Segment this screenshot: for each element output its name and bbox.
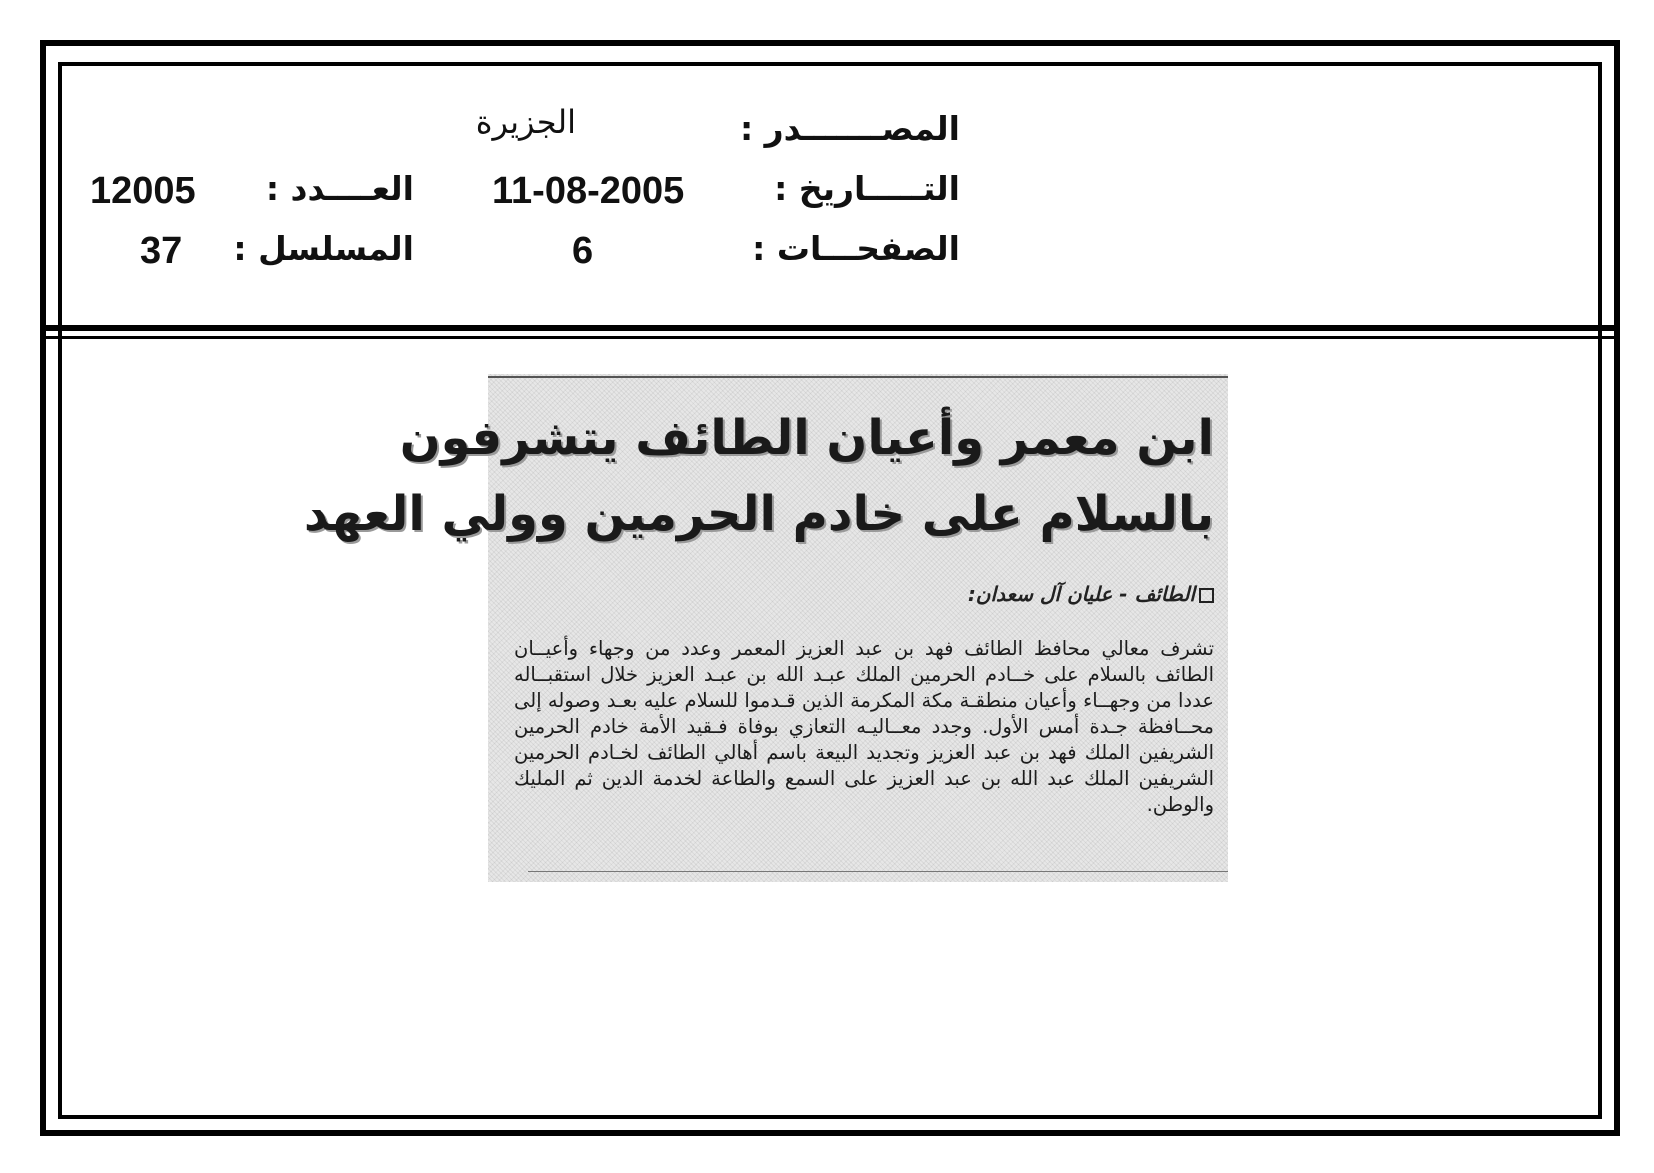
serial-label: المسلسل : (233, 229, 414, 268)
newspaper-clipping (303, 374, 1228, 882)
byline (968, 582, 1214, 606)
pages-label: الصفحـــات : (752, 229, 960, 268)
source-value: الجزيرة (475, 103, 576, 141)
headline-line-1: ابن معمر وأعيان الطائف يتشرفون (399, 410, 1214, 466)
byline-text: الطائف - عليان آل سعدان: (967, 582, 1195, 606)
date-value: 11-08-2005 (492, 170, 685, 212)
pages-value: 6 (572, 230, 594, 272)
clipping-bottom-rule (528, 871, 1228, 872)
square-bullet-icon (1199, 588, 1214, 603)
source-label: المصـــــــدر : (739, 109, 960, 148)
issue-label: العــــدد : (265, 169, 414, 208)
header-divider (40, 325, 1620, 339)
clipping-top-rule (488, 376, 1228, 378)
headline-line-2: بالسلام على خادم الحرمين وولي العهد (303, 486, 1214, 542)
issue-value: 12005 (90, 170, 196, 212)
article-body: تشرف معالي محافظ الطائف فهد بن عبد العزيز المعمر وعدد من وجهاء وأعيــان الطائف بالسلام على خــادم الحرمين الملك عبـد الله بن عبـد العزيز خلال استقبــاله عددا من وجهــاء وأعيان منطقـة مكة المكرمة الذين قـدموا للسلام عليه بعـد وصوله إلى محــافظة جـدة أمس الأول. وجدد معــاليـه التعازي بوفاة فـقيد الأمة خادم الحرمين الشريفين الملك فهد بن عبد العزيز وتجديد البيعة باسم أهالي الطائف لخـادم الحرمين الشريفين الملك عبد الله بن عبد العزيز على السمع والطاعة لخدمة الدين ثم المليك والوطن. (514, 637, 1214, 816)
serial-value: 37 (140, 230, 183, 272)
date-label: التـــــاريخ : (774, 169, 960, 208)
